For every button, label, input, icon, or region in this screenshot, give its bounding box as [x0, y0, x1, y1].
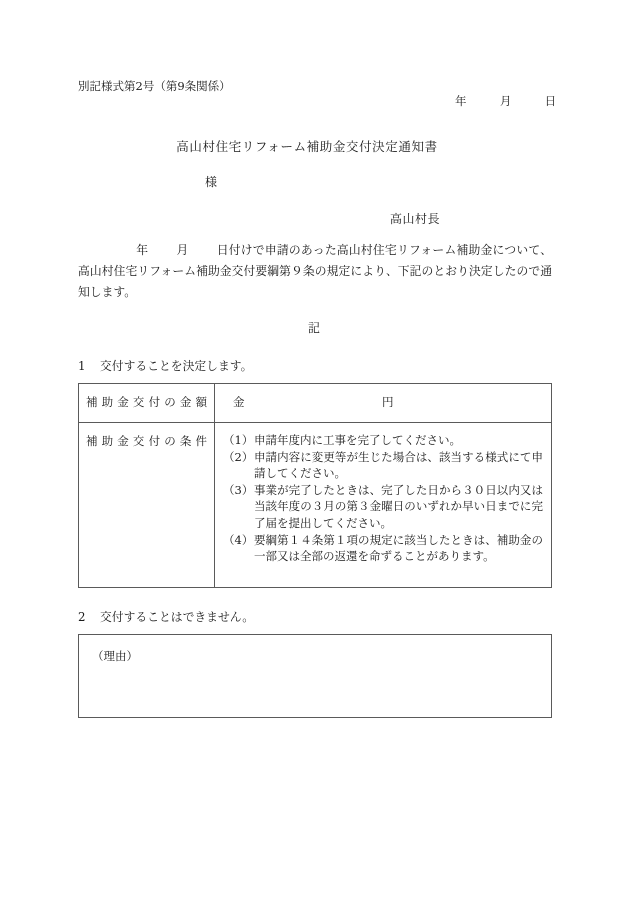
list-item [223, 482, 543, 532]
list-item [223, 532, 543, 565]
section-two-label: 交付することはできません。 [100, 610, 255, 624]
condition-marker: （1） [223, 433, 254, 447]
body-paragraph [78, 240, 552, 303]
section-two-number: 2 [78, 610, 86, 624]
list-item [223, 432, 543, 449]
section-one-heading [78, 358, 252, 375]
header-date-line [455, 93, 556, 109]
row-value-amount [215, 384, 552, 423]
row-value-conditions [215, 423, 552, 588]
condition-text: 事業が完了したときは、完了した日から３０日以内又は当該年度の３月の第３金曜日のいずれか早い日までに完了届を提出してください。 [254, 482, 543, 530]
list-item [223, 449, 543, 482]
condition-marker: （4） [223, 532, 254, 547]
table-row-amount [79, 384, 552, 423]
condition-marker: （3） [223, 482, 254, 497]
reason-label: （理由） [92, 649, 138, 663]
conditions-list [223, 432, 543, 565]
body-date-month-unit: 月 [176, 243, 189, 257]
row-label-amount [79, 384, 215, 423]
table-row-conditions [79, 423, 552, 588]
addressee-honorific: 様 [205, 175, 218, 189]
reason-box[interactable] [78, 634, 552, 718]
header-date-month-unit: 月 [499, 94, 512, 108]
document-title: 高山村住宅リフォーム補助金交付決定通知書 [176, 139, 438, 154]
section-two-heading [78, 609, 254, 626]
header-date-year-unit: 年 [455, 94, 467, 108]
body-paragraph-text: 日付けで申請のあった高山村住宅リフォーム補助金について、高山村住宅リフォーム補助金交付要綱第９条の規定により、下記のとおり決定したので通知します。 [78, 243, 552, 299]
issuer-name: 高山村長 [390, 212, 441, 226]
condition-marker: （2） [223, 449, 254, 464]
form-number: 別記様式第2号（第9条関係） [78, 79, 231, 93]
amount-suffix: 円 [382, 395, 394, 409]
condition-text: 申請内容に変更等が生じた場合は、該当する様式にて申請してください。 [254, 449, 543, 481]
condition-text: 要綱第１４条第１項の規定に該当したときは、補助金の一部又は全部の返還を命ずることがあります。 [254, 532, 543, 564]
condition-text: 申請年度内に工事を完了してください。 [254, 433, 461, 447]
section-one-number: 1 [78, 359, 86, 373]
section-one-label: 交付することを決定します。 [100, 359, 253, 373]
row-label-amount-text: 補助金交付の金額 [86, 395, 207, 409]
row-label-conditions [79, 423, 215, 588]
header-date-day-unit: 日 [544, 94, 557, 108]
row-label-conditions-text: 補助金交付の条件 [86, 434, 207, 448]
grant-decision-table [78, 383, 552, 588]
body-date-year-unit: 年 [136, 243, 149, 257]
amount-prefix: 金 [233, 395, 245, 409]
ki-mark: 記 [307, 321, 320, 335]
